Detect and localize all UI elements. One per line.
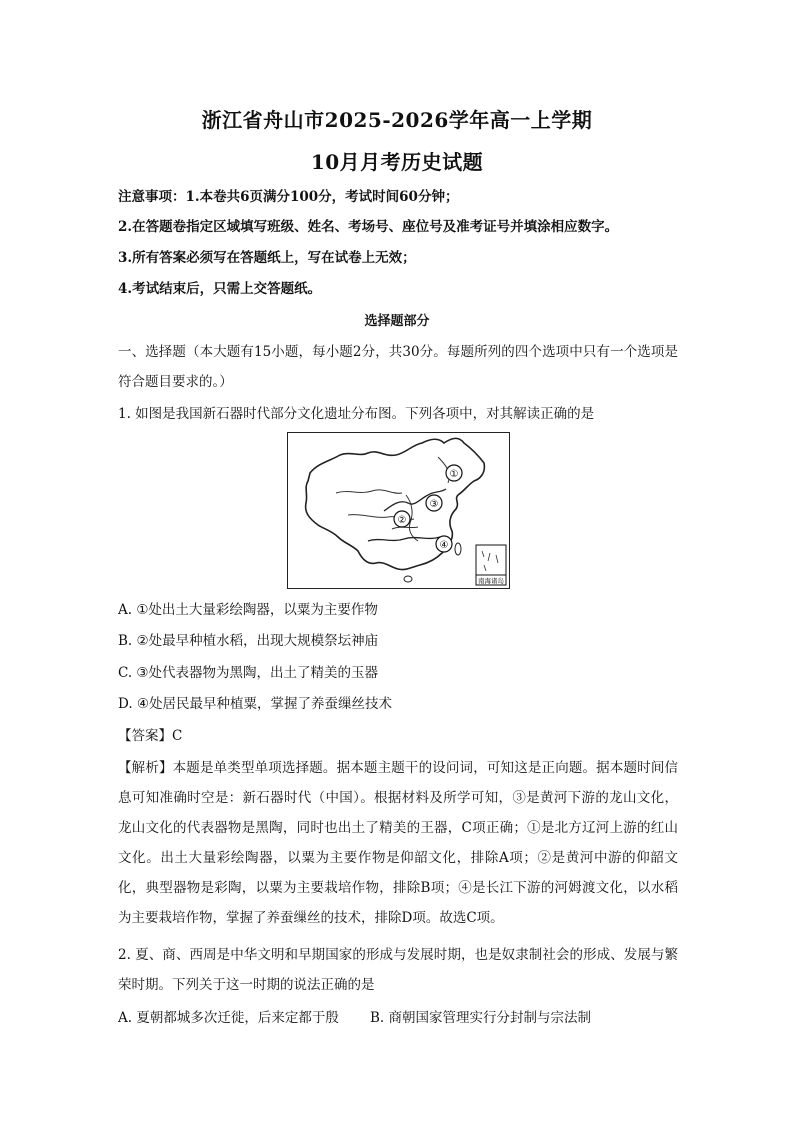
exam-title-line2: 10月月考历史试题 bbox=[310, 150, 484, 174]
marker-1 bbox=[446, 465, 462, 481]
marker-2 bbox=[394, 511, 410, 527]
section-title: 选择题部分 bbox=[364, 314, 430, 329]
q1-option-c: C. ③处代表器物为黑陶，出土了精美的玉器 bbox=[118, 665, 379, 681]
q2-stem: 2. 夏、商、西周是中华文明和早期国家的形成与发展时期，也是奴隶制社会的形成、发展与繁荣时期。下列关于这一时期的说法正确的是 bbox=[118, 947, 678, 993]
note-3: 3.所有答案必须写在答题纸上，写在试卷上无效； bbox=[118, 250, 416, 266]
q1-answer: 【答案】C bbox=[118, 728, 183, 744]
note-2: 2.在答题卷指定区域填写班级、姓名、考场号、座位号及准考证号并填涂相应数字。 bbox=[118, 219, 619, 235]
svg-text:④: ④ bbox=[439, 540, 449, 551]
q1-option-b: B. ②处最早种植水稻，出现大规模祭坛神庙 bbox=[118, 633, 379, 649]
note-4: 4.考试结束后，只需上交答题纸。 bbox=[118, 281, 322, 297]
svg-text:②: ② bbox=[397, 515, 407, 526]
svg-text:南海诸岛: 南海诸岛 bbox=[478, 577, 504, 585]
section-intro: 一、选择题（本大题有15小题，每小题2分，共30分。每题所列的四个选项中只有一个选项是符合题目要求的。） bbox=[118, 344, 678, 390]
south-china-sea-inset bbox=[476, 545, 506, 585]
marker-3 bbox=[426, 495, 442, 511]
q1-analysis: 【解析】本题是单类型单项选择题。据本题主题干的设问词，可知这是正向题。据本题时间信息可知准确时空是：新石器时代（中国）。根据材料及所学可知，③是黄河下游的龙山文化，龙山文化的代表器物是黑陶，同时也出土了精美的王器，C项正确；①是北方辽河上游的红山文化。出土大量彩绘陶器，以粟为主要作物是仰韶文化，排除A项；②是黄河中游的仰韶文化，典型器物是彩陶，以粟为主要栽培作物，排除B项；④是长江下游的河姆渡文化，以水稻为主要栽培作物，掌握了养蚕缫丝的技术，排除D项。故选C项。 bbox=[118, 760, 678, 926]
svg-text:③: ③ bbox=[429, 499, 439, 510]
marker-4 bbox=[436, 536, 452, 552]
neolithic-sites-map bbox=[287, 432, 510, 589]
note-1: 注意事项：1.本卷共6页满分100分，考试时间60分钟； bbox=[118, 189, 459, 205]
q1-option-a: A. ①处出土大量彩绘陶器，以粟为主要作物 bbox=[118, 602, 378, 618]
china-outline-map bbox=[288, 433, 508, 587]
exam-title-line1: 浙江省舟山市2025-2026学年高一上学期 bbox=[201, 108, 593, 132]
q2-option-b: B. 商朝国家管理实行分封制与宗法制 bbox=[370, 1010, 592, 1026]
q2-option-a: A. 夏朝都城多次迁徙，后来定都于殷 bbox=[118, 1010, 339, 1026]
svg-text:①: ① bbox=[449, 469, 459, 480]
q1-option-d: D. ④处居民最早种植粟，掌握了养蚕缫丝技术 bbox=[118, 696, 393, 712]
q1-stem: 1. 如图是我国新石器时代部分文化遗址分布图。下列各项中，对其解读正确的是 bbox=[118, 406, 595, 422]
